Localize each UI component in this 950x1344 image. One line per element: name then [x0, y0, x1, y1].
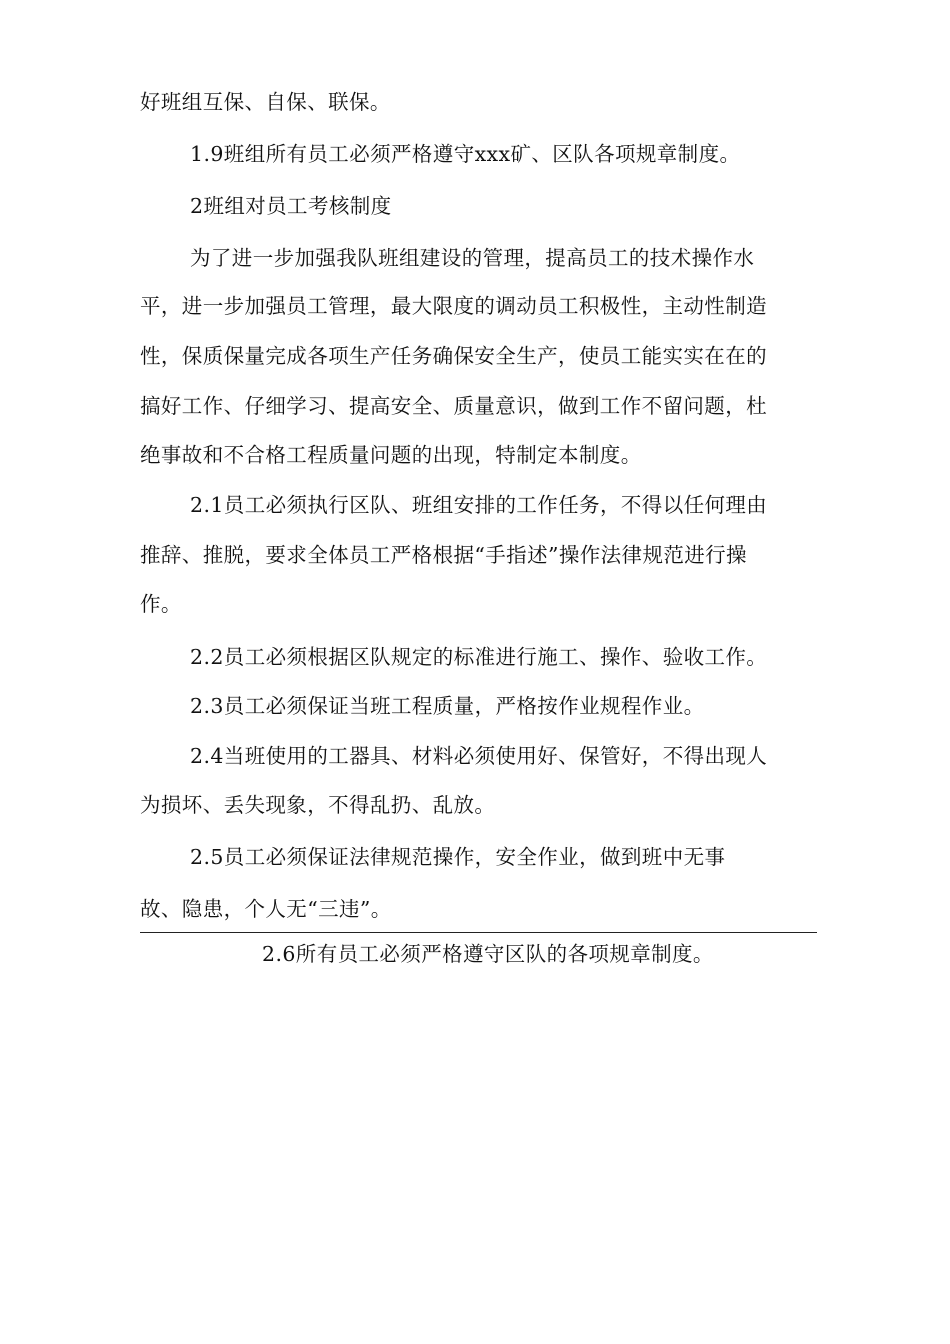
text-line: 好班组互保、自保、联保。 — [140, 90, 391, 114]
text-line: 2.2员工必须根据区队规定的标准进行施工、操作、验收工作。 — [190, 645, 768, 669]
text-line: 平，进一步加强员工管理，最大限度的调动员工积极性，主动性制造 — [140, 294, 767, 318]
text-line: 2.5员工必须保证法律规范操作，安全作业，做到班中无事 — [190, 845, 726, 869]
text-line: 搞好工作、仔细学习、提高安全、质量意识，做到工作不留问题，杜 — [140, 394, 767, 418]
text-line: 绝事故和不合格工程质量问题的出现，特制定本制度。 — [140, 443, 642, 467]
text-line: 性，保质保量完成各项生产任务确保安全生产，使员工能实实在在的 — [140, 344, 767, 368]
text-line: 作。 — [140, 592, 182, 616]
text-line: 推辞、推脱，要求全体员工严格根据“手指述”操作法律规范进行操 — [140, 543, 747, 567]
text-line: 2.3员工必须保证当班工程质量，严格按作业规程作业。 — [190, 694, 705, 718]
text-line: 1.9班组所有员工必须严格遵守xxx矿、区队各项规章制度。 — [190, 142, 741, 166]
text-line: 为了进一步加强我队班组建设的管理，提高员工的技术操作水 — [190, 246, 755, 270]
text-line: 为损坏、丢失现象，不得乱扔、乱放。 — [140, 793, 496, 817]
text-line: 2.4当班使用的工器具、材料必须使用好、保管好，不得出现人 — [190, 744, 768, 768]
footnote-text: 2.6所有员工必须严格遵守区队的各项规章制度。 — [262, 942, 714, 966]
footnote-divider — [140, 932, 817, 933]
text-line: 2.1员工必须执行区队、班组安排的工作任务，不得以任何理由 — [190, 493, 768, 517]
text-line: 故、隐患，个人无“三违”。 — [140, 897, 392, 921]
section-heading: 2班组对员工考核制度 — [190, 194, 392, 218]
